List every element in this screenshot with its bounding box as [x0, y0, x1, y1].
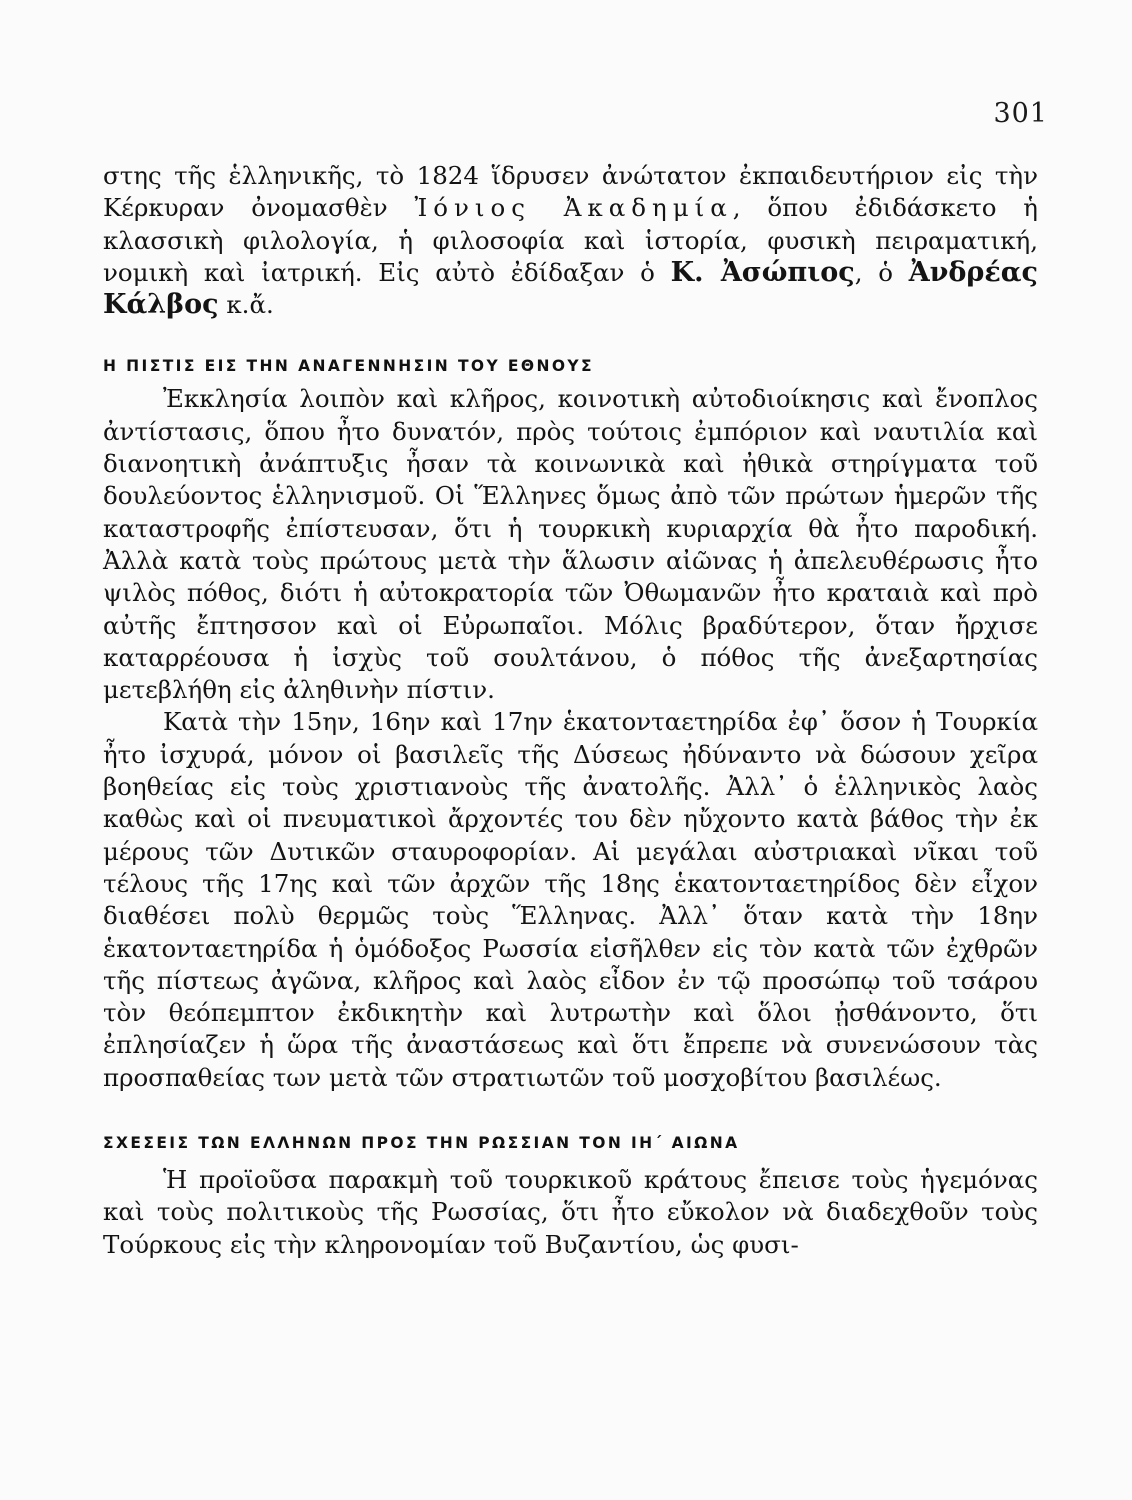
- intro-text-between: , ὁ: [854, 257, 909, 287]
- teacher-name-kalvos: Ἀνδρέας Κάλβος: [103, 256, 1038, 321]
- section-2-paragraph-1: Ἡ προϊοῦσα παρακμὴ τοῦ τουρκικοῦ κράτους ἔπεισε τοὺς ἡγεμόνας καὶ τοὺς πολιτικοὺς τῆς Ρωσσίας, ὅτι ἦτο εὔκολον νὰ διαδεχθοῦν τοὺς Τούρκους εἰς τὴν κληρονομίαν τοῦ Βυζαντίου, ὡς φυσι-: [103, 1165, 1038, 1259]
- section-heading-russia: ΣΧΕΣΕΙΣ ΤΩΝ ΕΛΛΗΝΩΝ ΠΡΟΣ ΤΗΝ ΡΩΣΣΙΑΝ ΤΟΝ ΙΗ΄ ΑΙΩΝΑ: [103, 1134, 740, 1153]
- text-column: [103, 160, 1038, 1261]
- section-1-paragraph-2: Κατὰ τὴν 15ην, 16ην καὶ 17ην ἑκατονταετηρίδα ἐφ᾽ ὅσον ἡ Τουρκία ἦτο ἰσχυρά, μόνον οἱ βασιλεῖς τῆς Δύσεως ἠδύναντο νὰ δώσουν χεῖρα βοηθείας εἰς τοὺς χριστιανοὺς τῆς ἀνατολῆς. Ἀλλ᾽ ὁ ἑλληνικὸς λαὸς καθὼς καὶ οἱ πνευματικοὶ ἄρχοντές του δὲν ηὔχοντο κατὰ βάθος τὴν ἐκ μέρους τῶν Δυτικῶν σταυροφορίαν. Αἱ μεγάλαι αὐστριακαὶ νῖκαι τοῦ τέλους τῆς 17ης καὶ τῶν ἀρχῶν τῆς 18ης ἑκατονταετηρίδος δὲν εἶχον διαθέσει πολὺ θερμῶς τοὺς Ἕλληνας. Ἀλλ᾽ ὅταν κατὰ τὴν 18ην ἑκατονταετηρίδα ἡ ὁμόδοξος Ρωσσία εἰσῆλθεν εἰς τὸν κατὰ τῶν ἐχθρῶν τῆς πίστεως ἀγῶνα, κλῆρος καὶ λαὸς εἶδον ἐν τῷ προσώπῳ τοῦ τσάρου τὸν θεόπεμπτον ἐκδικητὴν καὶ λυτρωτὴν καὶ ὅλοι ᾐσθάνοντο, ὅτι ἐπλησίαζεν ἡ ὥρα τῆς ἀναστάσεως καὶ ὅτι ἔπρεπε νὰ συνενώσουν τὰς προσπαθείας των μετὰ τῶν στρατιωτῶν τοῦ μοσχοβίτου βασιλέως.: [103, 707, 1038, 1092]
- section-heading-faith: Η ΠΙΣΤΙΣ ΕΙΣ ΤΗΝ ΑΝΑΓΕΝΝΗΣΙΝ ΤΟΥ ΕΘΝΟΥΣ: [103, 357, 595, 376]
- teacher-name-asopios: Κ. Ἀσώπιος: [670, 256, 855, 288]
- intro-paragraph: [103, 160, 1038, 321]
- intro-text-middle: , ὅπου ἐδιδάσκετο ἡ κλασσικὴ φιλολογία, ἡ φιλοσοφία καὶ ἱστορία, φυσικὴ πειραματική, νομικὴ καὶ ἰατρική. Εἰς αὐτὸ ἐδίδαξαν ὁ: [103, 193, 1038, 287]
- academy-name: Ἰόνιος Ἀκαδημία: [414, 193, 733, 223]
- intro-text-end: κ.ἄ.: [218, 290, 274, 320]
- section-1-paragraph-1: Ἐκκλησία λοιπὸν καὶ κλῆρος, κοινοτικὴ αὐτοδιοίκησις καὶ ἔνοπλος ἀντίστασις, ὅπου ἦτο δυνατόν, πρὸς τούτοις ἐμπόριον καὶ ναυτιλία καὶ διανοητικὴ ἀνάπτυξις ἦσαν τὰ κοινωνικὰ καὶ ἠθικὰ στηρίγματα τοῦ δουλεύοντος ἑλληνισμοῦ. Οἱ Ἕλληνες ὅμως ἀπὸ τῶν πρώτων ἡμερῶν τῆς καταστροφῆς ἐπίστευσαν, ὅτι ἡ τουρκικὴ κυριαρχία θὰ ἦτο παροδική. Ἀλλὰ κατὰ τοὺς πρώτους μετὰ τὴν ἅλωσιν αἰῶνας ἡ ἀπελευθέρωσις ἦτο ψιλὸς πόθος, διότι ἡ αὐτοκρατορία τῶν Ὀθωμανῶν ἦτο κραταιὰ καὶ πρὸ αὐτῆς ἔπτησσον καὶ οἱ Εὐρωπαῖοι. Μόλις βραδύτερον, ὅταν ἤρχισε καταρρέουσα ἡ ἰσχὺς τοῦ σουλτάνου, ὁ πόθος τῆς ἀνεξαρτησίας μετεβλήθη εἰς ἀληθινὴν πίστιν.: [103, 384, 1038, 705]
- page-number: 301: [993, 98, 1048, 129]
- intro-text-before: στης τῆς ἑλληνικῆς, τὸ 1824 ἵδρυσεν ἀνώτατον ἐκπαιδευτήριον εἰς τὴν Κέρκυραν ὀνομασθὲν: [103, 161, 1038, 223]
